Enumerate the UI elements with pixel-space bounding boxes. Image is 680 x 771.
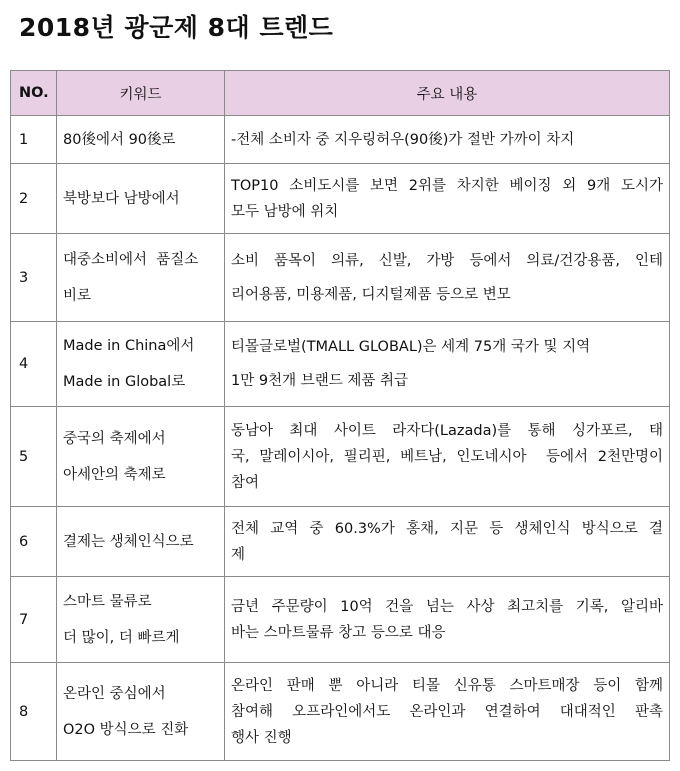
row-keyword xyxy=(57,164,225,234)
content-line: 모두 남방에 위치 xyxy=(231,203,339,220)
keyword-line: 스마트 물류로 xyxy=(63,593,152,610)
content-line: 바는 스마트물류 창고 등으로 대응 xyxy=(231,624,446,641)
row-keyword xyxy=(57,407,225,507)
row-number: 1 xyxy=(11,116,57,164)
content-line: 제 xyxy=(231,546,246,563)
keyword-line: 더 많이, 더 빠르게 xyxy=(63,629,180,646)
row-number: 7 xyxy=(11,577,57,663)
row-content xyxy=(225,407,670,507)
keyword-line: 온라인 중심에서 xyxy=(63,685,166,702)
keyword-line: 비로 xyxy=(63,287,92,304)
row-keyword xyxy=(57,322,225,407)
table-row xyxy=(11,116,670,164)
header-row xyxy=(11,71,670,116)
row-number: 5 xyxy=(11,407,57,507)
content-line: 행사 진행 xyxy=(231,729,292,746)
content-line: 동남아 최대 사이트 라자다(Lazada)를 통해 싱가포르, 태 xyxy=(231,422,663,439)
content-line: 티몰글로벌(TMALL GLOBAL)은 세계 75개 국가 및 지역 xyxy=(231,339,591,355)
keyword-line: 결제는 생체인식으로 xyxy=(63,533,194,550)
table-row xyxy=(11,663,670,761)
row-keyword xyxy=(57,663,225,761)
content-line: 전체 교역 중 60.3%가 홍채, 지문 등 생체인식 방식으로 결 xyxy=(231,520,663,537)
row-content xyxy=(225,663,670,761)
page-title: 2018년 광군제 8대 트렌드 xyxy=(19,13,334,42)
row-number: 3 xyxy=(11,234,57,322)
keyword-line: 대중소비에서 품질소 xyxy=(63,251,199,268)
keyword-line: Made in Global로 xyxy=(63,374,186,390)
content-line: TOP10 소비도시를 보면 2위를 차지한 베이징 외 9개 도시가 xyxy=(231,177,663,194)
content-line: -전체 소비자 중 지우링허우(90後)가 절반 가까이 차지 xyxy=(231,131,575,148)
row-content xyxy=(225,322,670,407)
header-no: NO. xyxy=(11,71,57,116)
content-line: 온라인 판매 뿐 아니라 티몰 신유통 스마트매장 등이 함께 xyxy=(231,677,663,694)
table-row xyxy=(11,577,670,663)
row-number: 2 xyxy=(11,164,57,234)
row-keyword xyxy=(57,577,225,663)
table-row xyxy=(11,322,670,407)
row-keyword xyxy=(57,116,225,164)
keyword-line: Made in China에서 xyxy=(63,338,195,354)
content-line: 리어용품, 미용제품, 디지털제품 등으로 변모 xyxy=(231,286,511,303)
content-line: 1만 9천개 브랜드 제품 취급 xyxy=(231,373,408,389)
table-row xyxy=(11,164,670,234)
row-keyword xyxy=(57,507,225,577)
table-row xyxy=(11,507,670,577)
row-content xyxy=(225,164,670,234)
table-row xyxy=(11,407,670,507)
row-number: 8 xyxy=(11,663,57,761)
row-content xyxy=(225,116,670,164)
content-line: 참여해 오프라인에서도 온라인과 연결하여 대대적인 판촉 xyxy=(231,703,663,720)
row-content xyxy=(225,234,670,322)
trend-table xyxy=(10,70,670,761)
row-keyword xyxy=(57,234,225,322)
keyword-line: O2O 방식으로 진화 xyxy=(63,721,189,738)
content-line: 금년 주문량이 10억 건을 넘는 사상 최고치를 기록, 알리바 xyxy=(231,598,663,615)
header-content: 주요 내용 xyxy=(225,71,670,116)
row-number: 4 xyxy=(11,322,57,407)
content-line: 참여 xyxy=(231,474,260,491)
keyword-line: 아세안의 축제로 xyxy=(63,466,166,483)
row-content xyxy=(225,507,670,577)
keyword-line: 중국의 축제에서 xyxy=(63,430,166,447)
keyword-line: 북방보다 남방에서 xyxy=(63,190,180,207)
row-content xyxy=(225,577,670,663)
keyword-line: 80後에서 90後로 xyxy=(63,131,176,148)
row-number: 6 xyxy=(11,507,57,577)
table-row xyxy=(11,234,670,322)
content-line: 국, 말레이시아, 필리핀, 베트남, 인도네시아 등에서 2천만명이 xyxy=(231,448,663,465)
content-line: 소비 품목이 의류, 신발, 가방 등에서 의료/건강용품, 인테 xyxy=(231,252,663,269)
header-keyword: 키워드 xyxy=(57,71,225,116)
